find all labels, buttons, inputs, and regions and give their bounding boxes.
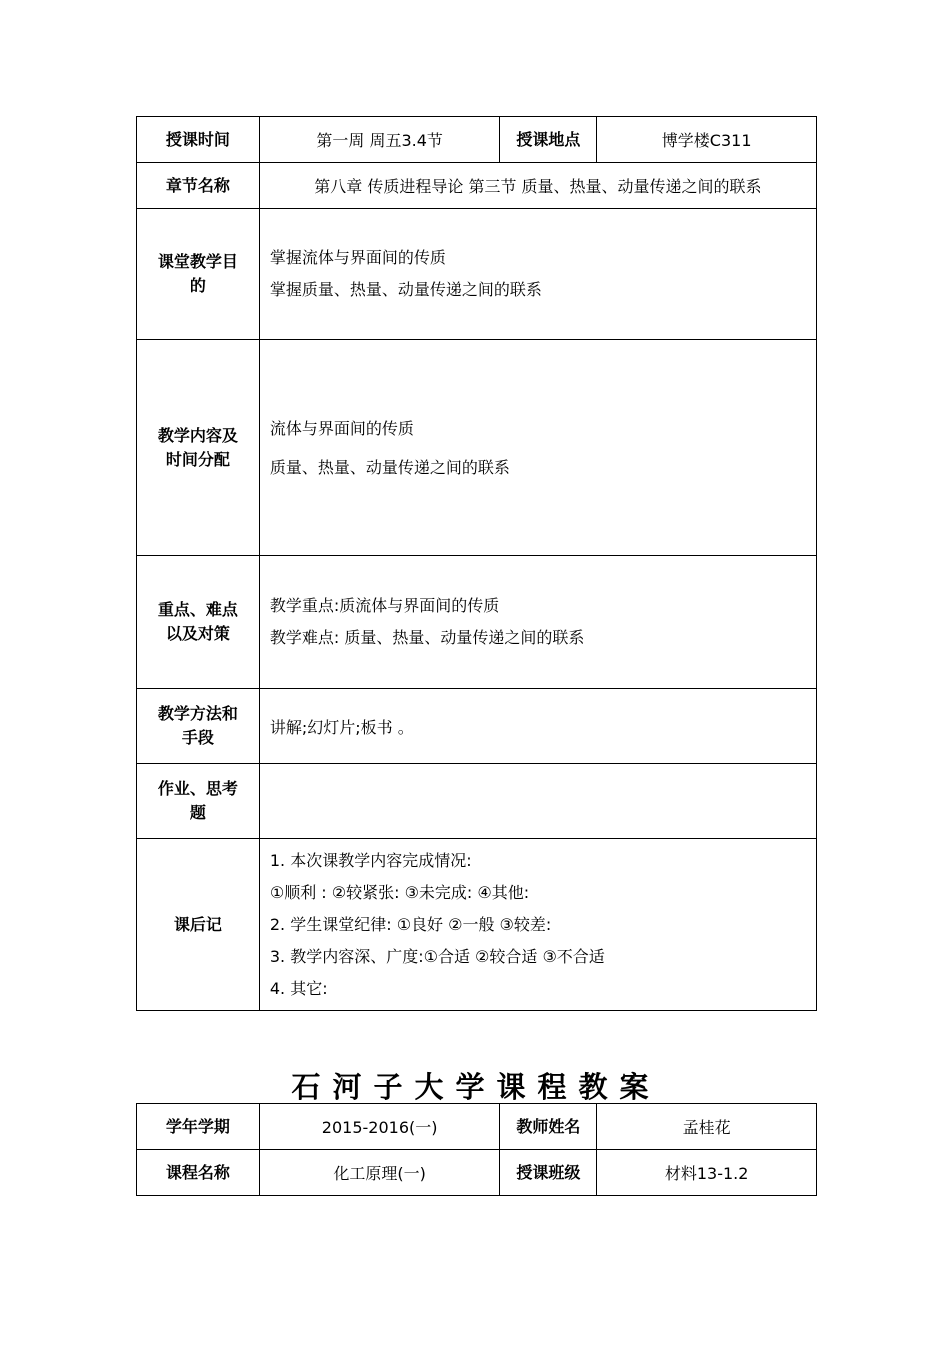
course-value: 化工原理(一)	[259, 1150, 500, 1196]
notes-line: 2. 学生课堂纪律: ①良好 ②一般 ③较差:	[269, 914, 552, 934]
class-time-value: 第一周 周五3.4节	[259, 117, 500, 163]
lesson-plan-table	[136, 116, 817, 1011]
content-content	[259, 340, 816, 556]
label-key: 重点、难点以及对策	[137, 556, 260, 689]
label-chapter: 章节名称	[137, 163, 260, 209]
notes-line: 3. 教学内容深、广度:①合适 ②较合适 ③不合适	[269, 946, 605, 966]
label-content: 教学内容及时间分配	[137, 340, 260, 556]
label-notes: 课后记	[137, 839, 260, 1011]
homework-value	[259, 764, 816, 839]
notes-content	[259, 839, 816, 1011]
row-time	[137, 117, 817, 163]
class-place-value: 博学楼C311	[597, 117, 817, 163]
key-line: 教学重点:质流体与界面间的传质	[269, 596, 500, 615]
goal-line: 掌握质量、热量、动量传递之间的联系	[269, 280, 542, 299]
label-method: 教学方法和手段	[137, 689, 260, 764]
course-info-table	[136, 1103, 817, 1196]
label-term: 学年学期	[137, 1104, 260, 1150]
class-value: 材料13-1.2	[597, 1150, 817, 1196]
row-method	[137, 689, 817, 764]
key-content	[259, 556, 816, 689]
term-value: 2015-2016(一)	[259, 1104, 500, 1150]
method-value: 讲解;幻灯片;板书 。	[259, 689, 816, 764]
label-goal: 课堂教学目的	[137, 209, 260, 340]
content-line: 流体与界面间的传质	[269, 418, 414, 438]
label-teacher: 教师姓名	[500, 1104, 597, 1150]
notes-line: ①顺利 : ②较紧张: ③未完成: ④其他:	[269, 882, 530, 902]
goal-line: 掌握流体与界面间的传质	[269, 248, 446, 267]
row-homework	[137, 764, 817, 839]
label-course: 课程名称	[137, 1150, 260, 1196]
row-content	[137, 340, 817, 556]
goal-content	[259, 209, 816, 340]
teacher-value: 孟桂花	[597, 1104, 817, 1150]
row-notes	[137, 839, 817, 1011]
notes-line: 1. 本次课教学内容完成情况:	[269, 850, 472, 870]
chapter-value: 第八章 传质进程导论 第三节 质量、热量、动量传递之间的联系	[259, 163, 816, 209]
row-course	[137, 1150, 817, 1196]
label-class: 授课班级	[500, 1150, 597, 1196]
label-homework: 作业、思考题	[137, 764, 260, 839]
label-class-time: 授课时间	[137, 117, 260, 163]
key-line: 教学难点: 质量、热量、动量传递之间的联系	[269, 628, 585, 647]
notes-line: 4. 其它:	[269, 978, 328, 998]
row-term	[137, 1104, 817, 1150]
row-goal	[137, 209, 817, 340]
label-class-place: 授课地点	[500, 117, 597, 163]
page-title: 石河子大学课程教案	[291, 1070, 661, 1104]
row-key	[137, 556, 817, 689]
row-chapter	[137, 163, 817, 209]
content-line: 质量、热量、动量传递之间的联系	[269, 457, 510, 477]
